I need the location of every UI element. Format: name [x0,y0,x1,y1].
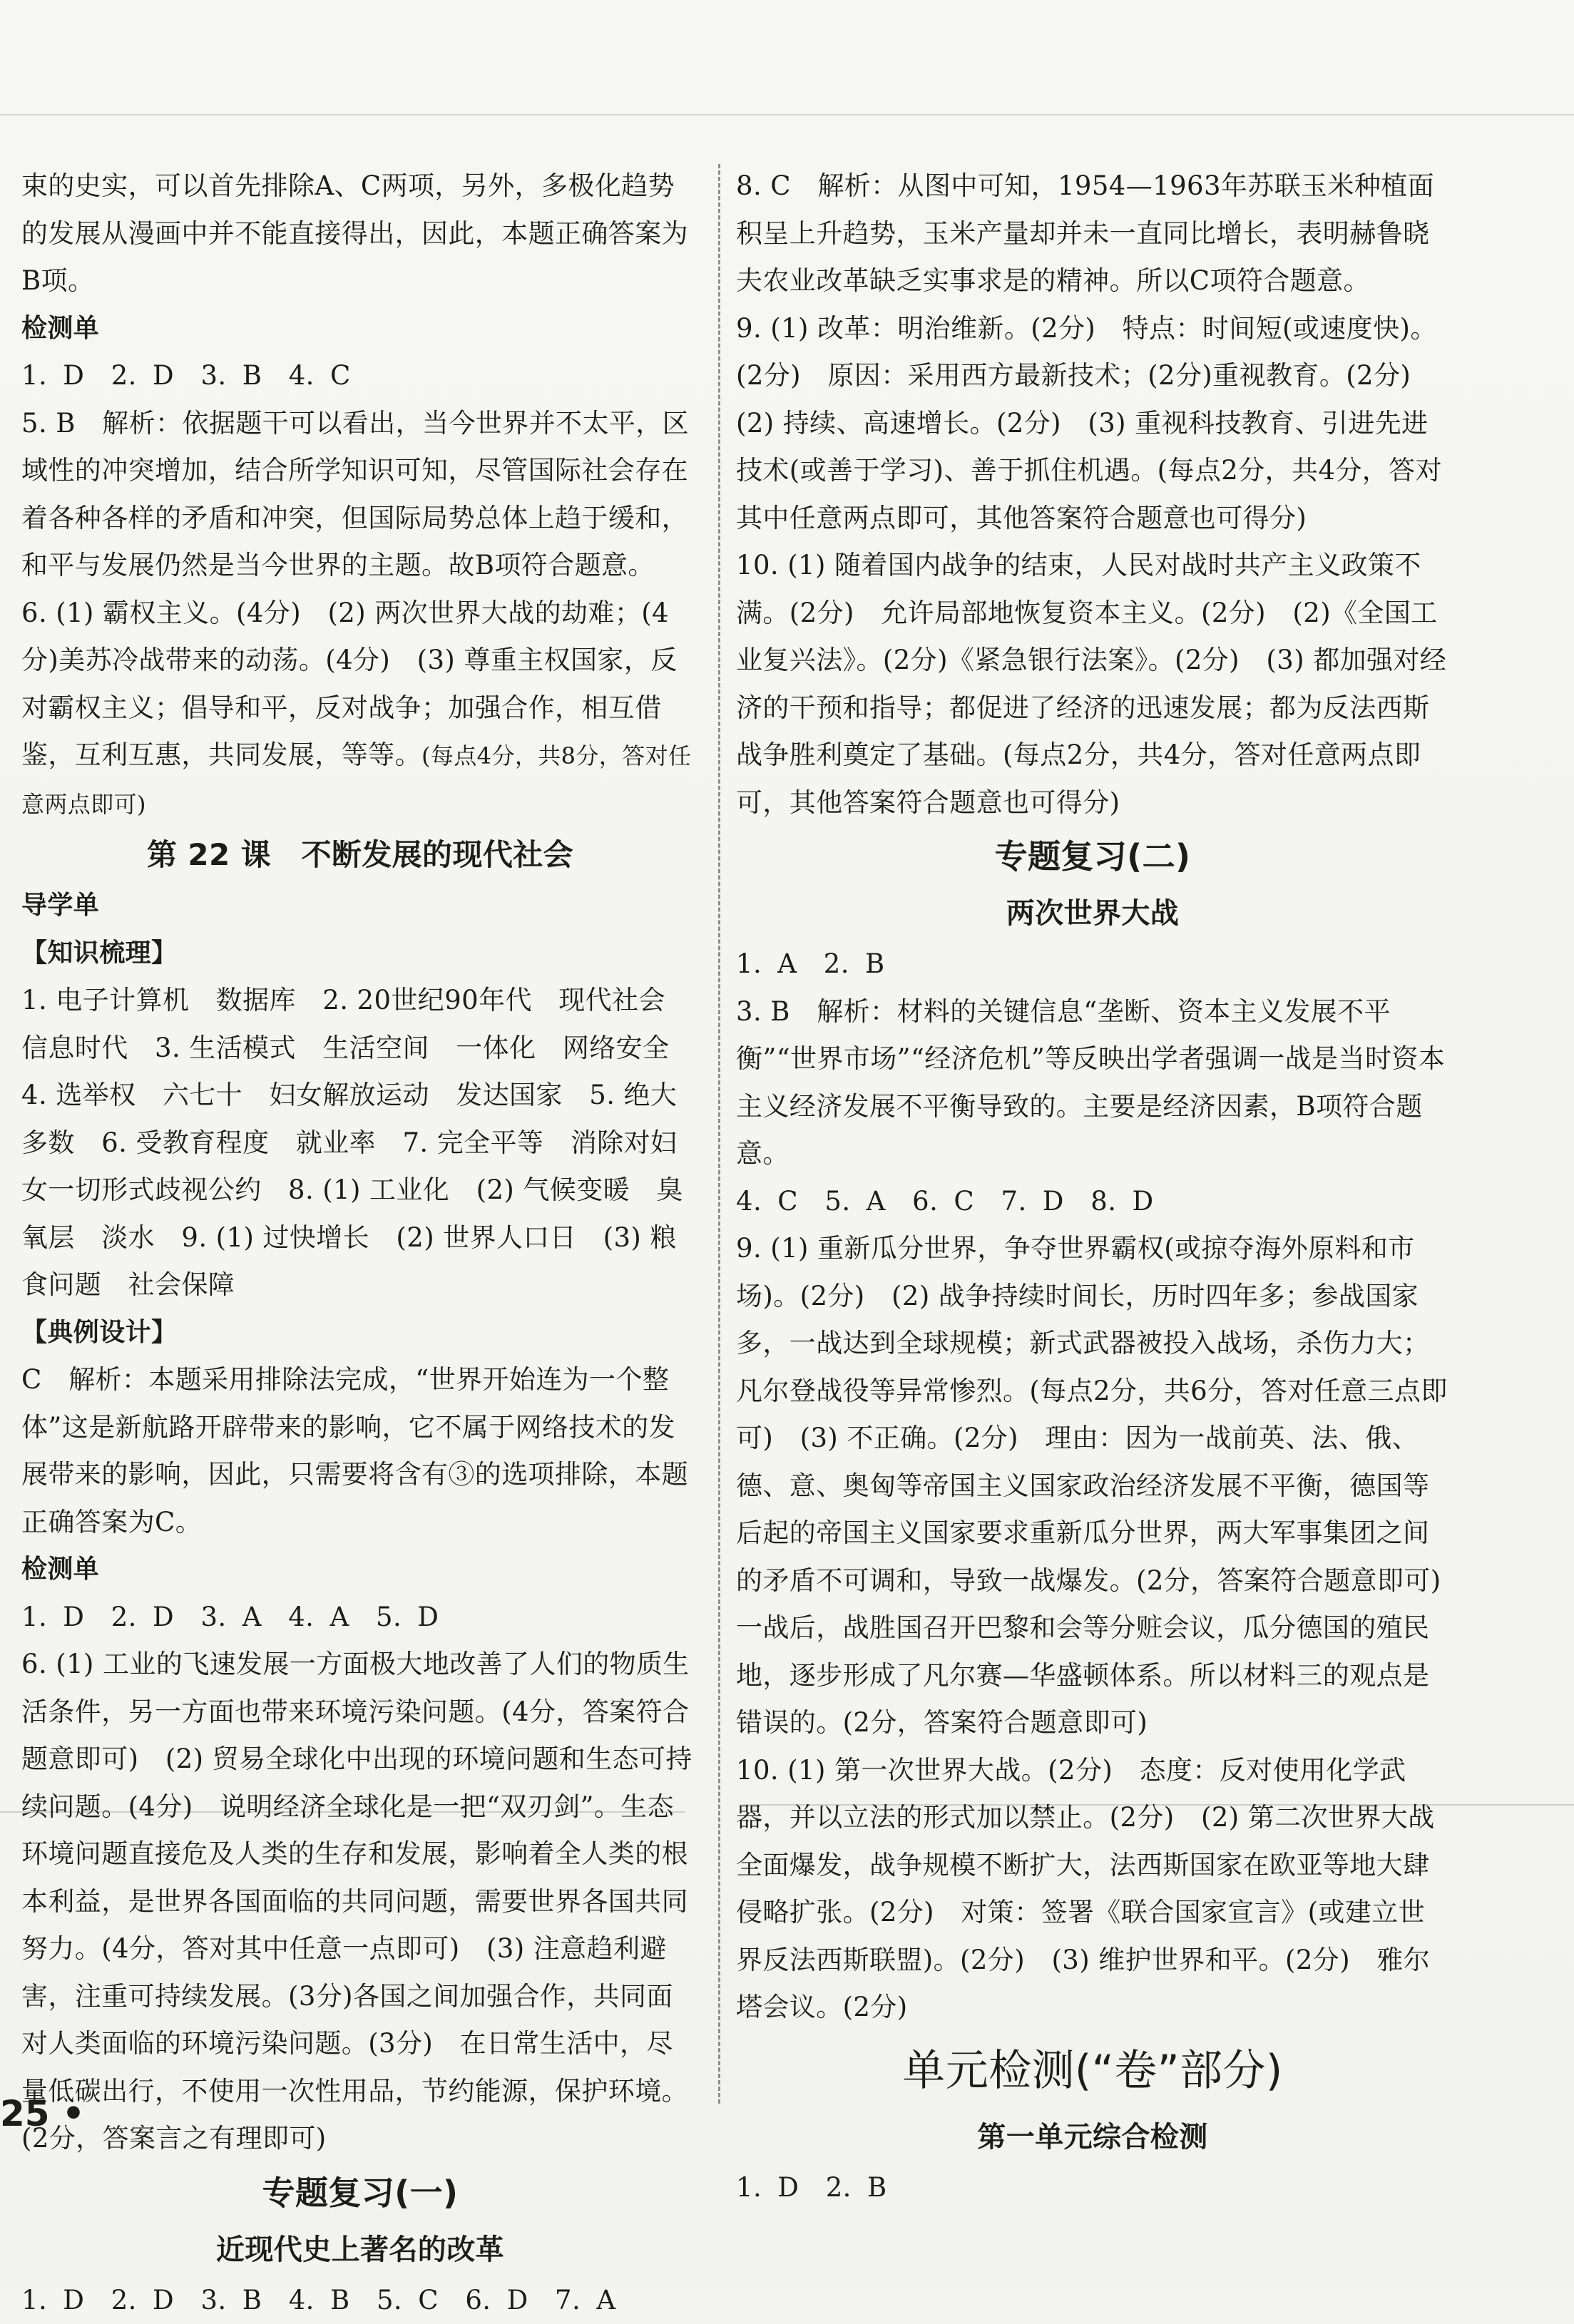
paragraph-continued: 束的史实，可以首先排除A、C两项，另外，多极化趋势的发展从漫画中并不能直接得出，因此，本题正确答案为B项。 [21,163,699,305]
answers-row-5: 4. C 5. A 6. C 7. D 8. D [736,1178,1449,1226]
question-3-review2: 3. B 解析：材料的关键信息“垄断、资本主义发展不平衡”“世界市场”“经济危机”等反映出学者强调一战是当时资本主义经济发展不平衡导致的。主要是经济因素，B项符合题意。 [736,988,1449,1178]
answers-row-3: 1. D 2. D 3. B 4. B 5. C 6. D 7. A [21,2277,699,2324]
topic-review-2-subtitle: 两次世界大战 [736,886,1449,941]
example-analysis: C 解析：本题采用排除法完成，“世界开始连为一个整体”这是新航路开辟带来的影响，它不属于网络技术的发展带来的影响，因此，只需要将含有③的选项排除，本题正确答案为C。 [21,1356,699,1546]
answers-row-2: 1. D 2. D 3. A 4. A 5. D [21,1594,699,1642]
question-6-text: 6. (1) 霸权主义。(4分) (2) 两次世界大战的劫难；(4分)美苏冷战带来的动荡。(4分) (3) 尊重主权国家，反对霸权主义；倡导和平，反对战争；加强合作，相互借鉴，互利互惠，共同发展，等等。 [21,598,678,771]
question-8: 8. C 解析：从图中可知，1954—1963年苏联玉米种植面积呈上升趋势，玉米产量却并未一直同比增长，表明赫鲁晓夫农业改革缺乏实事求是的精神。所以C项符合题意。 [736,163,1449,305]
lesson-title: 第 22 课 不断发展的现代社会 [21,828,699,882]
top-rule [0,114,1574,116]
right-column [736,163,1449,2211]
answers-row: 1. D 2. D 3. B 4. C [21,352,699,400]
column-divider [718,164,720,2104]
section-label-checklist: 检测单 [21,305,699,353]
page-number: 25 • [0,2093,85,2134]
question-9: 9. (1) 改革：明治维新。(2分) 特点：时间短(或速度快)。(2分) 原因：采用西方最新技术；(2分)重视教育。(2分) (2) 持续、高速增长。(2分) (3) 重视科技教育、引进先进技术(或善于学习)、善于抓住机遇。(每点2分，共4分，答对其中任意两点即可，其他答案符合题意也可得分) [736,305,1449,543]
question-10: 10. (1) 随着国内战争的结束，人民对战时共产主义政策不满。(2分) 允许局部地恢复资本主义。(2分) (2)《全国工业复兴法》。(2分)《紧急银行法案》。(2分) (3) 都加强对经济的干预和指导；都促进了经济的迅速发展；都为反法西斯战争胜利奠定了基础。(每点2分，共4分，答对任意两点即可，其他答案符合题意也可得分) [736,542,1449,826]
question-6 [21,590,699,829]
question-5: 5. B 解析：依据题干可以看出，当今世界并不太平，区域性的冲突增加，结合所学知识可知，尽管国际社会存在着各种各样的矛盾和冲突，但国际局势总体上趋于缓和，和平与发展仍然是当今世界的主题。故B项符合题意。 [21,400,699,590]
left-column [21,163,699,2324]
section-label-knowledge: 【知识梳理】 [21,930,699,978]
unit-test-title: 单元检测(“卷”部分) [736,2032,1449,2110]
question-6-lesson22: 6. (1) 工业的飞速发展一方面极大地改善了人们的物质生活条件，另一方面也带来环境污染问题。(4分，答案符合题意即可) (2) 贸易全球化中出现的环境问题和生态可持续问题。(4分) 说明经济全球化是一把“双刃剑”。生态环境问题直接危及人类的生存和发展，影响着全人类的根本利益，是世界各国面临的共同问题，需要世界各国共同努力。(4分，答对其中任意一点即可) (3) 注意趋利避害，注重可持续发展。(3分)各国之间加强合作，共同面对人类面临的环境污染问题。(3分) 在日常生活中，尽量低碳出行，不使用一次性用品，节约能源，保护环境。(2分，答案言之有理即可) [21,1641,699,2163]
question-9-review2: 9. (1) 重新瓜分世界，争夺世界霸权(或掠夺海外原料和市场)。(2分) (2) 战争持续时间长，历时四年多；参战国家多，一战达到全球规模；新式武器被投入战场，杀伤力大；凡尔登战役等异常惨烈。(每点2分，共6分，答对任意三点即可) (3) 不正确。(2分) 理由：因为一战前英、法、俄、德、意、奥匈等帝国主义国家政治经济发展不平衡，德国等后起的帝国主义国家要求重新瓜分世界，两大军事集团之间的矛盾不可调和，导致一战爆发。(2分，答案符合题意即可)一战后，战胜国召开巴黎和会等分赃会议，瓜分德国的殖民地，逐步形成了凡尔赛—华盛顿体系。所以材料三的观点是错误的。(2分，答案符合题意即可) [736,1225,1449,1747]
answers-row-6: 1. D 2. B [736,2164,1449,2212]
section-label-checklist-2: 检测单 [21,1546,699,1594]
question-10-review2: 10. (1) 第一次世界大战。(2分) 态度：反对使用化学武器，并以立法的形式加以禁止。(2分) (2) 第二次世界大战全面爆发，战争规模不断扩大，法西斯国家在欧亚等地大肆侵略扩张。(2分) 对策：签署《联合国家宣言》(或建立世界反法西斯联盟)。(2分) (3) 维护世界和平。(2分) 雅尔塔会议。(2分) [736,1747,1449,2032]
answers-row-4: 1. A 2. B [736,941,1449,988]
knowledge-answers: 1. 电子计算机 数据库 2. 20世纪90年代 现代社会 信息时代 3. 生活模式 生活空间 一体化 网络安全 4. 选举权 六七十 妇女解放运动 发达国家 5. 绝大多数 6. 受教育程度 就业率 7. 完全平等 消除对妇女一切形式歧视公约 8. (1) 工业化 (2) 气候变暖 臭氧层 淡水 9. (1) 过快增长 (2) 世界人口日 (3) 粮食问题 社会保障 [21,977,699,1309]
topic-review-2-title: 专题复习(二) [736,826,1449,886]
section-label-example: 【典例设计】 [21,1309,699,1357]
question-6-scoring: (每点4分，共8分，答对任意两点即可) [21,742,691,818]
topic-review-1-subtitle: 近现代史上著名的改革 [21,2223,699,2277]
section-label-guide: 导学单 [21,882,699,930]
topic-review-1-title: 专题复习(一) [21,2163,699,2223]
unit-test-subtitle: 第一单元综合检测 [736,2110,1449,2164]
